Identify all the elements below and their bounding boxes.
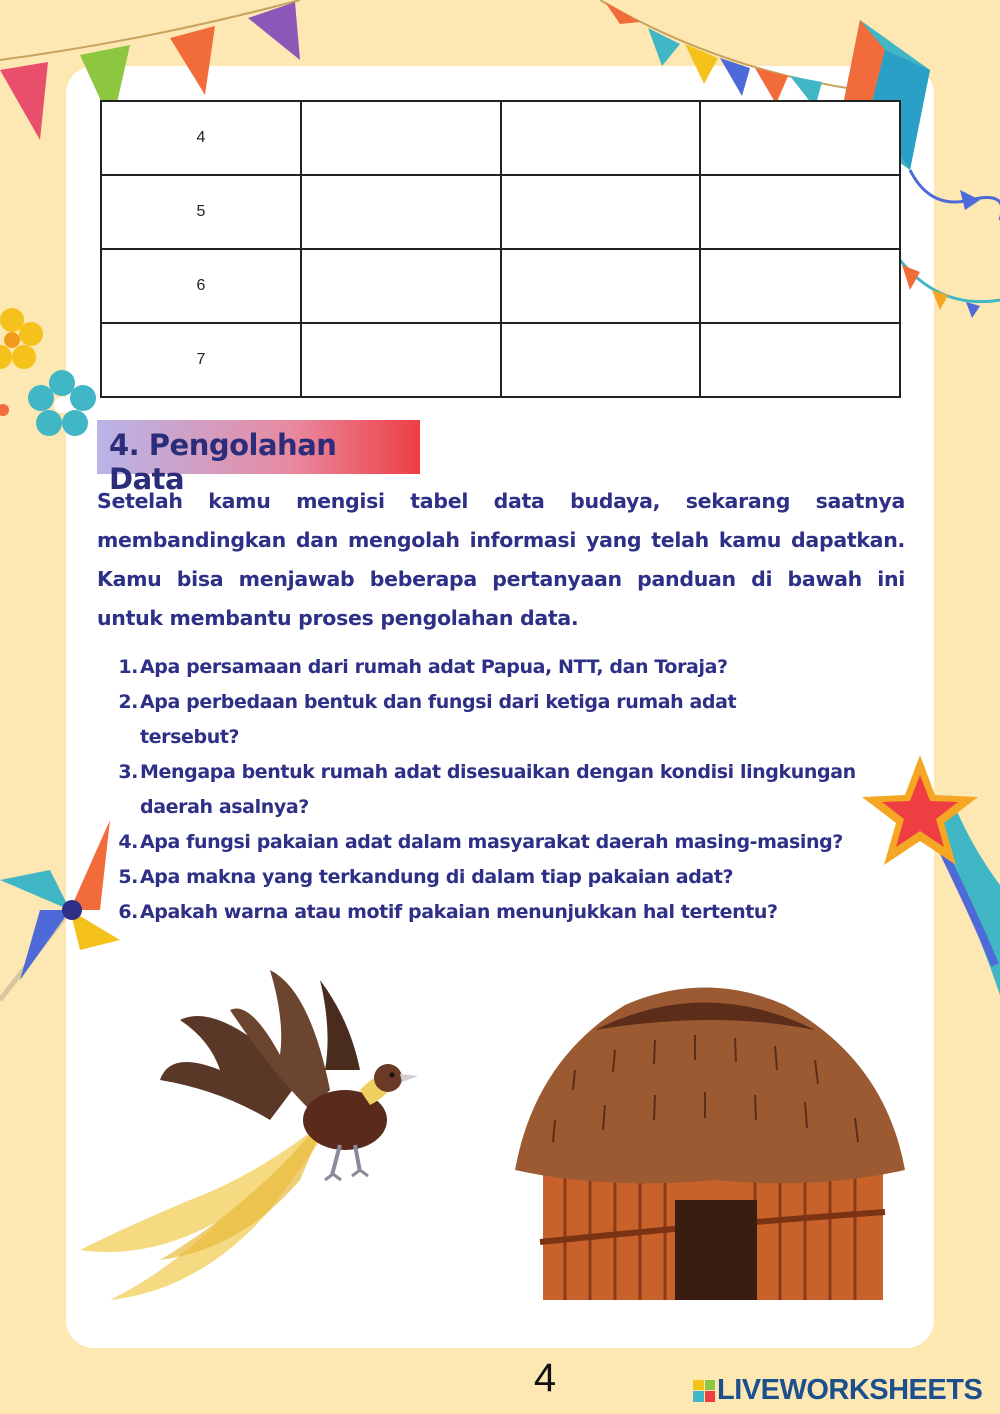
liveworksheets-logo-icon <box>693 1380 715 1402</box>
answer-cell[interactable] <box>301 175 501 249</box>
liveworksheets-brand <box>693 1374 982 1407</box>
answer-cell[interactable] <box>501 101 701 175</box>
question-text: Apa makna yang terkandung di dalam tiap pakaian adat? <box>140 866 734 888</box>
bunting-flags-icon <box>600 0 880 110</box>
list-item <box>110 650 850 685</box>
answer-cell[interactable] <box>301 249 501 323</box>
bird-of-paradise-illustration <box>70 960 430 1320</box>
answer-cell[interactable] <box>700 175 900 249</box>
table-row <box>101 249 900 323</box>
row-number-cell: 6 <box>101 249 301 323</box>
honai-hut-illustration <box>515 980 905 1310</box>
list-item <box>110 825 850 860</box>
flower-icon <box>0 300 110 450</box>
question-number: 4. <box>118 831 138 853</box>
question-text: Apa perbedaan bentuk dan fungsi dari ketiga rumah adat tersebut? <box>140 691 737 748</box>
page-number: 4 <box>533 1356 557 1400</box>
answer-cell[interactable] <box>501 249 701 323</box>
intro-paragraph: Setelah kamu mengisi tabel data budaya, sekarang saatnya membandingkan dan mengolah informasi yang telah kamu dapatkan. Kamu bisa menjawab beberapa pertanyaan panduan di bawah ini untuk membantu proses pengolahan data. <box>97 489 905 630</box>
culture-data-table <box>100 100 901 398</box>
question-text: Apakah warna atau motif pakaian menunjukkan hal tertentu? <box>140 901 778 923</box>
question-number: 6. <box>118 901 138 923</box>
question-text: Apa persamaan dari rumah adat Papua, NTT, dan Toraja? <box>140 656 728 678</box>
guiding-questions-list <box>110 650 856 930</box>
list-item <box>110 755 860 825</box>
table-row <box>101 175 900 249</box>
row-number-cell: 7 <box>101 323 301 397</box>
answer-cell[interactable] <box>700 249 900 323</box>
table-row <box>101 323 900 397</box>
row-number-cell: 4 <box>101 101 301 175</box>
answer-cell[interactable] <box>700 101 900 175</box>
answer-cell[interactable] <box>501 323 701 397</box>
brand-name: LIVEWORKSHEETS <box>717 1374 983 1406</box>
question-text: Mengapa bentuk rumah adat disesuaikan dengan kondisi lingkungan daerah asalnya? <box>140 761 856 818</box>
question-text: Apa fungsi pakaian adat dalam masyarakat daerah masing-masing? <box>140 831 843 853</box>
list-item <box>110 685 760 755</box>
answer-cell[interactable] <box>301 323 501 397</box>
list-item <box>110 895 850 930</box>
row-number-cell: 5 <box>101 175 301 249</box>
question-number: 1. <box>118 656 138 678</box>
table-row <box>101 101 900 175</box>
section-title: 4. Pengolahan Data <box>109 428 337 496</box>
list-item <box>110 860 850 895</box>
answer-cell[interactable] <box>301 101 501 175</box>
star-kite-icon <box>860 755 1000 1005</box>
question-number: 5. <box>118 866 138 888</box>
question-number: 2. <box>118 691 138 713</box>
answer-cell[interactable] <box>501 175 701 249</box>
answer-cell[interactable] <box>700 323 900 397</box>
question-number: 3. <box>118 761 138 783</box>
section-title-banner <box>97 420 420 496</box>
